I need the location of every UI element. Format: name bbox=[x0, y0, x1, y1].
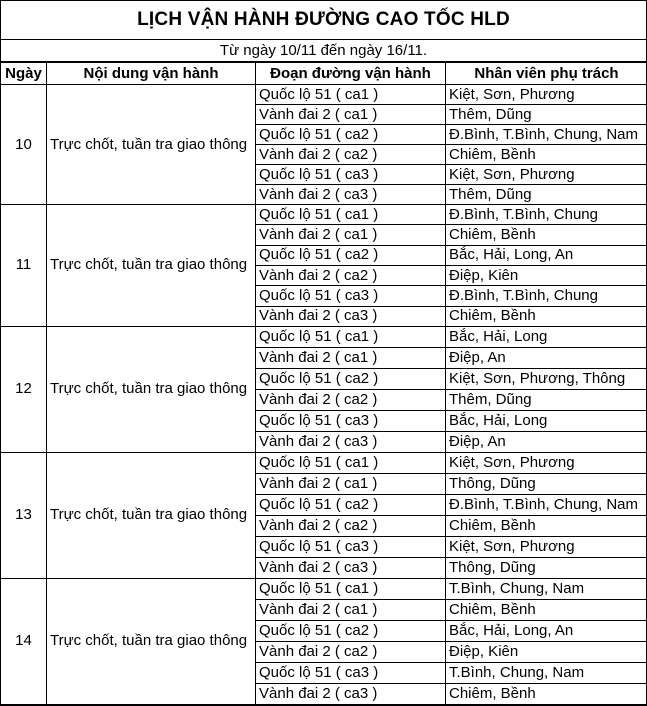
day-cell: 14 bbox=[1, 578, 47, 704]
content-cell: Trực chốt, tuần tra giao thông bbox=[47, 85, 256, 205]
header-content: Nội dung vận hành bbox=[47, 63, 256, 85]
road-cell: Quốc lộ 51 ( ca2 ) bbox=[256, 245, 446, 265]
staff-cell: Thêm, Dũng bbox=[446, 105, 647, 125]
staff-cell: Thêm, Dũng bbox=[446, 185, 647, 205]
road-cell: Vành đai 2 ( ca3 ) bbox=[256, 306, 446, 326]
staff-cell: Chiêm, Bềnh bbox=[446, 225, 647, 245]
staff-cell: Kiệt, Sơn, Phương bbox=[446, 452, 647, 473]
road-cell: Vành đai 2 ( ca2 ) bbox=[256, 145, 446, 165]
header-staff: Nhân viên phụ trách bbox=[446, 63, 647, 85]
staff-cell: Thêm, Dũng bbox=[446, 389, 647, 410]
staff-cell: Bắc, Hải, Long, An bbox=[446, 245, 647, 265]
road-cell: Vành đai 2 ( ca2 ) bbox=[256, 265, 446, 285]
road-cell: Quốc lộ 51 ( ca1 ) bbox=[256, 578, 446, 599]
road-cell: Vành đai 2 ( ca3 ) bbox=[256, 557, 446, 578]
road-cell: Vành đai 2 ( ca1 ) bbox=[256, 225, 446, 245]
table-row bbox=[1, 85, 647, 105]
road-cell: Vành đai 2 ( ca1 ) bbox=[256, 599, 446, 620]
road-cell: Vành đai 2 ( ca2 ) bbox=[256, 641, 446, 662]
road-cell: Quốc lộ 51 ( ca3 ) bbox=[256, 165, 446, 185]
road-cell: Vành đai 2 ( ca3 ) bbox=[256, 431, 446, 452]
road-cell: Quốc lộ 51 ( ca1 ) bbox=[256, 205, 446, 225]
road-cell: Quốc lộ 51 ( ca2 ) bbox=[256, 494, 446, 515]
staff-cell: Đ.Bình, T.Bình, Chung, Nam bbox=[446, 494, 647, 515]
schedule-table bbox=[0, 62, 647, 705]
road-cell: Quốc lộ 51 ( ca2 ) bbox=[256, 620, 446, 641]
table-row bbox=[1, 578, 647, 599]
day-cell: 12 bbox=[1, 326, 47, 452]
date-range-subtitle: Từ ngày 10/11 đến ngày 16/11. bbox=[0, 40, 647, 62]
staff-cell: Điệp, An bbox=[446, 431, 647, 452]
staff-cell: Đ.Bình, T.Bình, Chung bbox=[446, 205, 647, 225]
content-cell: Trực chốt, tuần tra giao thông bbox=[47, 326, 256, 452]
table-row bbox=[1, 452, 647, 473]
content-cell: Trực chốt, tuần tra giao thông bbox=[47, 452, 256, 578]
header-road: Đoạn đường vận hành bbox=[256, 63, 446, 85]
staff-cell: Chiêm, Bềnh bbox=[446, 683, 647, 704]
table-row bbox=[1, 205, 647, 225]
road-cell: Quốc lộ 51 ( ca3 ) bbox=[256, 536, 446, 557]
staff-cell: Điệp, Kiên bbox=[446, 265, 647, 285]
staff-cell: Bắc, Hải, Long, An bbox=[446, 620, 647, 641]
road-cell: Quốc lộ 51 ( ca1 ) bbox=[256, 326, 446, 347]
staff-cell: Đ.Bình, T.Bình, Chung, Nam bbox=[446, 125, 647, 145]
day-cell: 11 bbox=[1, 205, 47, 327]
day-cell: 10 bbox=[1, 85, 47, 205]
road-cell: Quốc lộ 51 ( ca2 ) bbox=[256, 368, 446, 389]
road-cell: Quốc lộ 51 ( ca3 ) bbox=[256, 662, 446, 683]
staff-cell: Chiêm, Bềnh bbox=[446, 306, 647, 326]
road-cell: Vành đai 2 ( ca3 ) bbox=[256, 683, 446, 704]
staff-cell: Chiêm, Bềnh bbox=[446, 599, 647, 620]
table-row bbox=[1, 326, 647, 347]
day-cell: 13 bbox=[1, 452, 47, 578]
road-cell: Quốc lộ 51 ( ca1 ) bbox=[256, 85, 446, 105]
staff-cell: Thông, Dũng bbox=[446, 557, 647, 578]
schedule-body bbox=[1, 85, 647, 705]
road-cell: Vành đai 2 ( ca1 ) bbox=[256, 473, 446, 494]
road-cell: Vành đai 2 ( ca3 ) bbox=[256, 185, 446, 205]
staff-cell: T.Bình, Chung, Nam bbox=[446, 662, 647, 683]
staff-cell: Kiệt, Sơn, Phương bbox=[446, 165, 647, 185]
road-cell: Vành đai 2 ( ca1 ) bbox=[256, 347, 446, 368]
staff-cell: Kiệt, Sơn, Phương bbox=[446, 536, 647, 557]
road-cell: Quốc lộ 51 ( ca2 ) bbox=[256, 125, 446, 145]
staff-cell: Bắc, Hải, Long bbox=[446, 326, 647, 347]
staff-cell: Kiệt, Sơn, Phương bbox=[446, 85, 647, 105]
staff-cell: T.Bình, Chung, Nam bbox=[446, 578, 647, 599]
header-day: Ngày bbox=[1, 63, 47, 85]
road-cell: Vành đai 2 ( ca2 ) bbox=[256, 389, 446, 410]
staff-cell: Đ.Bình, T.Bình, Chung bbox=[446, 286, 647, 306]
header-row bbox=[1, 63, 647, 85]
staff-cell: Chiêm, Bềnh bbox=[446, 515, 647, 536]
road-cell: Quốc lộ 51 ( ca3 ) bbox=[256, 410, 446, 431]
content-cell: Trực chốt, tuần tra giao thông bbox=[47, 578, 256, 704]
road-cell: Vành đai 2 ( ca1 ) bbox=[256, 105, 446, 125]
road-cell: Quốc lộ 51 ( ca3 ) bbox=[256, 286, 446, 306]
staff-cell: Điệp, Kiên bbox=[446, 641, 647, 662]
staff-cell: Bắc, Hải, Long bbox=[446, 410, 647, 431]
content-cell: Trực chốt, tuần tra giao thông bbox=[47, 205, 256, 327]
road-cell: Vành đai 2 ( ca2 ) bbox=[256, 515, 446, 536]
staff-cell: Điệp, An bbox=[446, 347, 647, 368]
staff-cell: Thông, Dũng bbox=[446, 473, 647, 494]
staff-cell: Chiêm, Bềnh bbox=[446, 145, 647, 165]
road-cell: Quốc lộ 51 ( ca1 ) bbox=[256, 452, 446, 473]
page-title: LỊCH VẬN HÀNH ĐƯỜNG CAO TỐC HLD bbox=[0, 0, 647, 40]
staff-cell: Kiệt, Sơn, Phương, Thông bbox=[446, 368, 647, 389]
